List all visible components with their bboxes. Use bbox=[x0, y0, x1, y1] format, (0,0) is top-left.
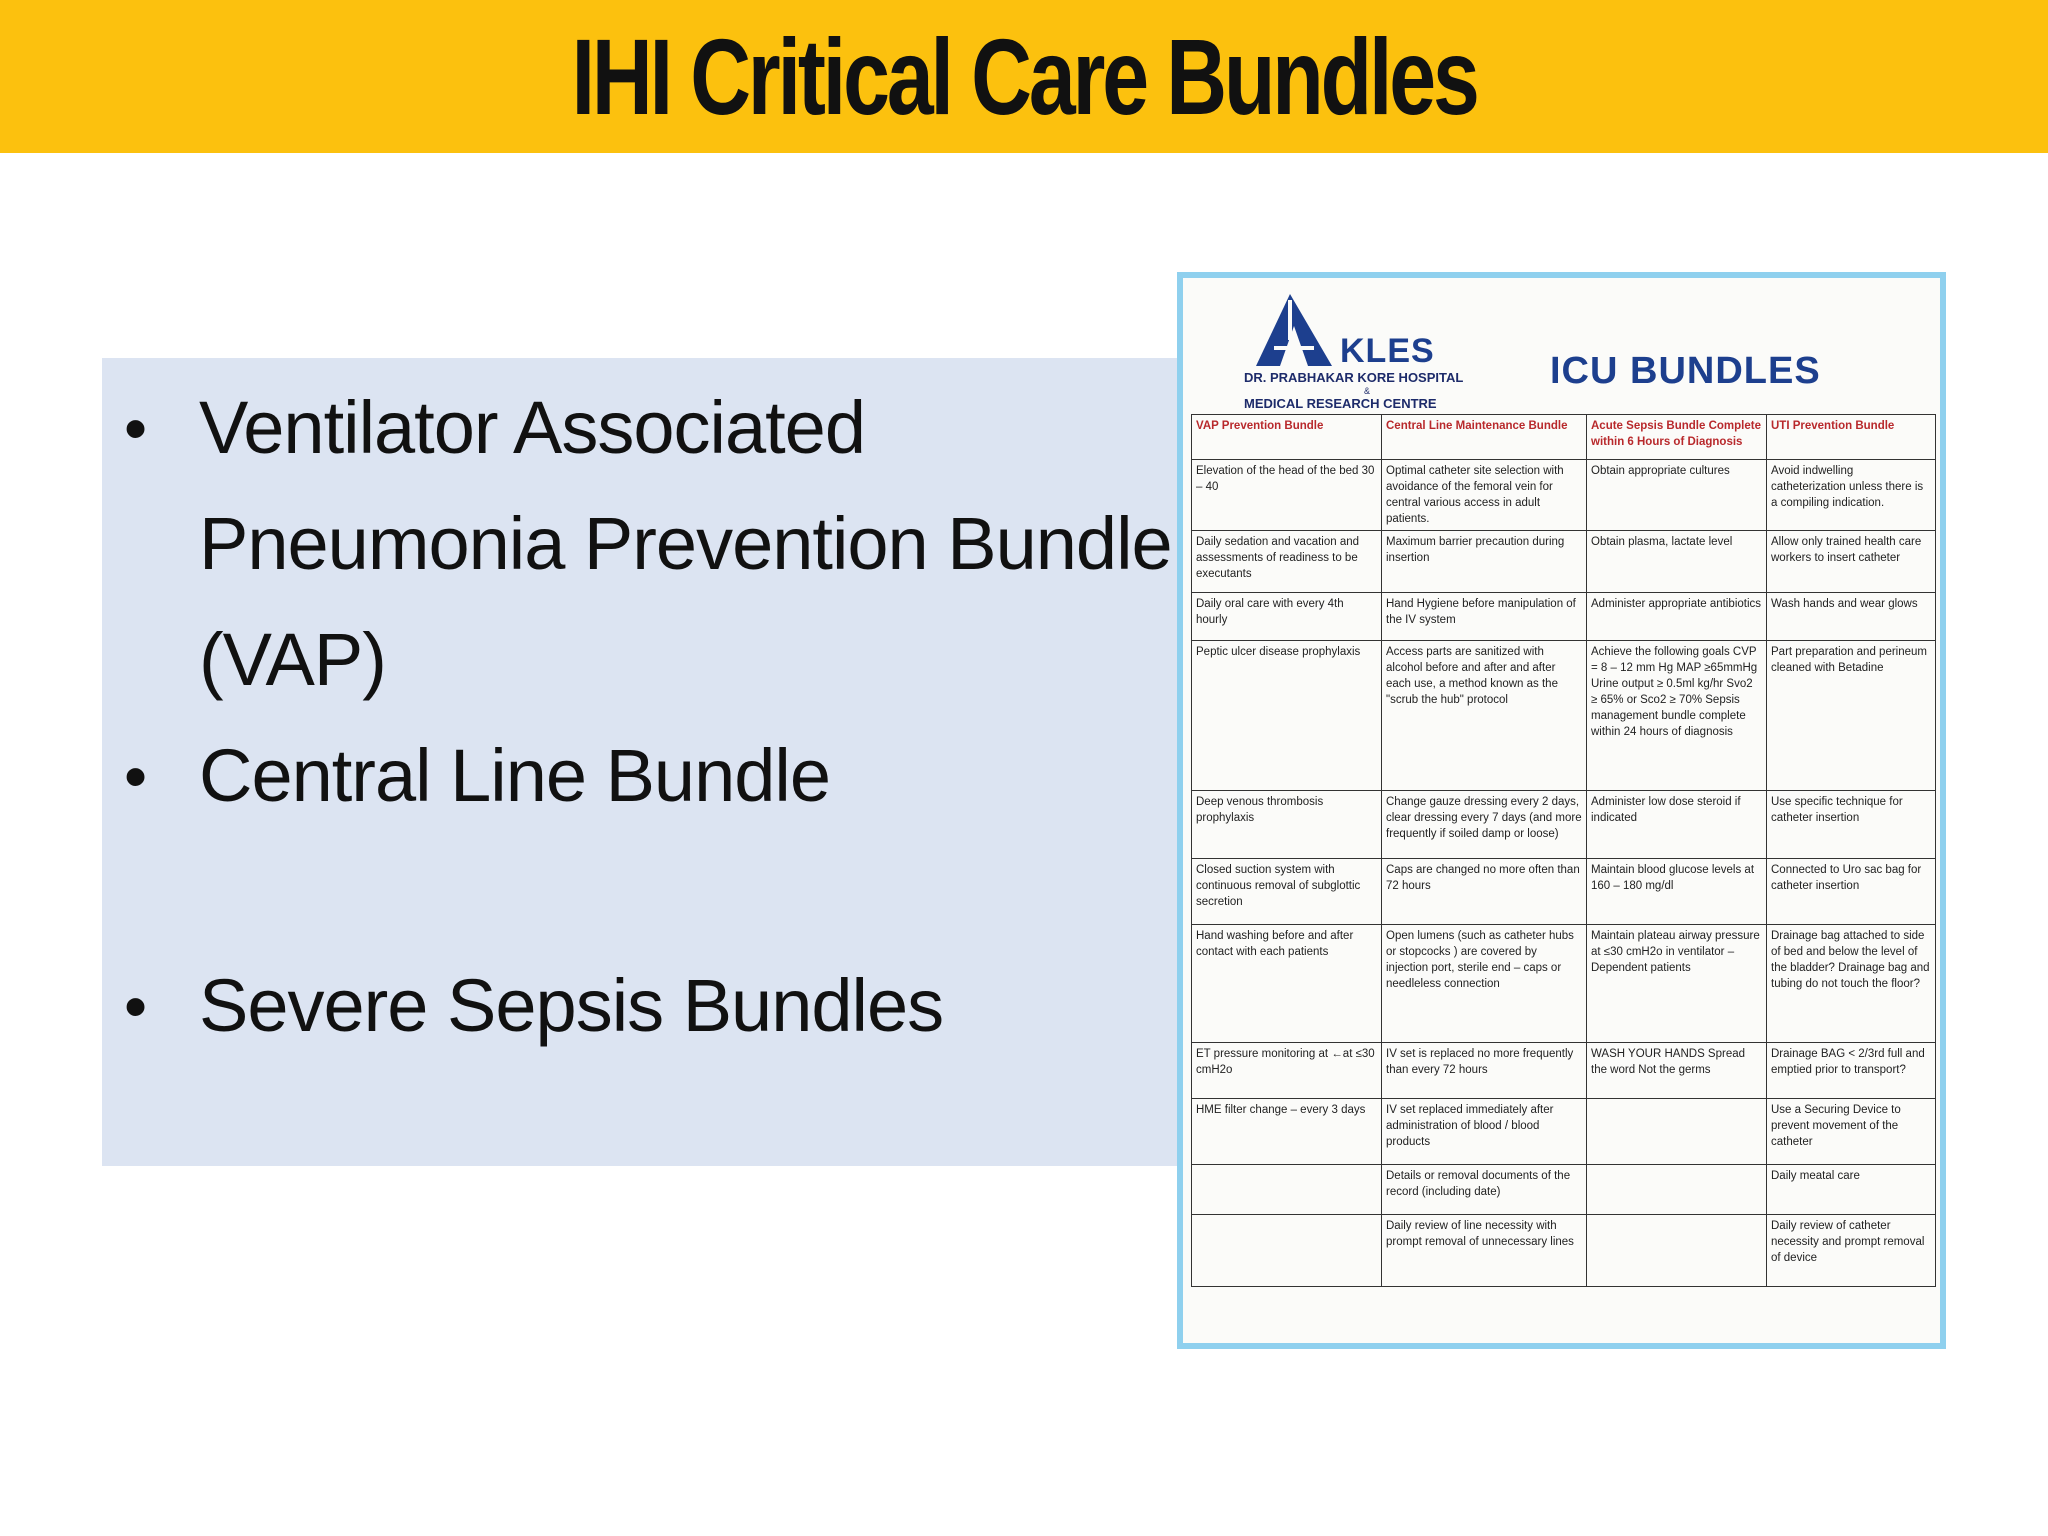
table-cell: IV set replaced immediately after administration of blood / blood products bbox=[1382, 1099, 1587, 1165]
table-cell: Maintain blood glucose levels at 160 – 180 mg/dl bbox=[1587, 859, 1767, 925]
table-row bbox=[1192, 1215, 1936, 1287]
table-cell: IV set is replaced no more frequently than every 72 hours bbox=[1382, 1043, 1587, 1099]
table-cell: Daily review of catheter necessity and prompt removal of device bbox=[1767, 1215, 1936, 1287]
column-header: Central Line Maintenance Bundle bbox=[1382, 415, 1587, 460]
bundles-table bbox=[1191, 414, 1936, 1287]
table-cell: HME filter change – every 3 days bbox=[1192, 1099, 1382, 1165]
bullet-text: Central Line Bundle bbox=[199, 734, 830, 817]
bullet-dot: • bbox=[124, 739, 148, 813]
bullet-text: Severe Sepsis Bundles bbox=[199, 964, 944, 1047]
table-cell: Allow only trained health care workers to insert catheter bbox=[1767, 531, 1936, 593]
bullet-dot: • bbox=[124, 969, 148, 1043]
table-cell: Part preparation and perineum cleaned with Betadine bbox=[1767, 641, 1936, 791]
table-cell: Obtain plasma, lactate level bbox=[1587, 531, 1767, 593]
table-cell: Use a Securing Device to prevent movement of the catheter bbox=[1767, 1099, 1936, 1165]
table-row bbox=[1192, 1099, 1936, 1165]
column-header: UTI Prevention Bundle bbox=[1767, 415, 1936, 460]
kles-logo bbox=[1244, 290, 1504, 411]
logo-centre-name: MEDICAL RESEARCH CENTRE bbox=[1244, 396, 1437, 411]
table-cell: Use specific technique for catheter insertion bbox=[1767, 791, 1936, 859]
table-cell: Wash hands and wear glows bbox=[1767, 593, 1936, 641]
icu-bundles-photo bbox=[1177, 272, 1946, 1349]
column-header: VAP Prevention Bundle bbox=[1192, 415, 1382, 460]
table-cell: ET pressure monitoring at ←at ≤30 cmH2o bbox=[1192, 1043, 1382, 1099]
table-cell: Hand washing before and after contact with each patients bbox=[1192, 925, 1382, 1043]
table-cell: Closed suction system with continuous removal of subglottic secretion bbox=[1192, 859, 1382, 925]
table-header-row bbox=[1192, 415, 1936, 460]
table-row bbox=[1192, 1043, 1936, 1099]
title-banner bbox=[0, 0, 2048, 153]
table-row bbox=[1192, 925, 1936, 1043]
table-cell bbox=[1587, 1165, 1767, 1215]
table-cell: Administer low dose steroid if indicated bbox=[1587, 791, 1767, 859]
bullet-item bbox=[124, 718, 1179, 834]
table-cell bbox=[1587, 1099, 1767, 1165]
table-cell: Open lumens (such as catheter hubs or stopcocks ) are covered by injection port, sterile end – caps or needleless connection bbox=[1382, 925, 1587, 1043]
table-row bbox=[1192, 460, 1936, 531]
logo-name: KLES bbox=[1340, 332, 1435, 370]
table-row bbox=[1192, 791, 1936, 859]
table-cell: Deep venous thrombosis prophylaxis bbox=[1192, 791, 1382, 859]
kles-logo-icon bbox=[1244, 290, 1344, 370]
table-cell: Hand Hygiene before manipulation of the IV system bbox=[1382, 593, 1587, 641]
table-cell: Peptic ulcer disease prophylaxis bbox=[1192, 641, 1382, 791]
slide-title: IHI Critical Care Bundles bbox=[571, 16, 1477, 137]
logo-hospital-name: DR. PRABHAKAR KORE HOSPITAL bbox=[1244, 370, 1464, 385]
table-cell bbox=[1192, 1215, 1382, 1287]
column-header: Acute Sepsis Bundle Complete within 6 Hours of Diagnosis bbox=[1587, 415, 1767, 460]
bullet-item bbox=[124, 370, 1179, 718]
table-row bbox=[1192, 641, 1936, 791]
table-row bbox=[1192, 1165, 1936, 1215]
table-cell: Drainage bag attached to side of bed and below the level of the bladder? Drainage bag and tubing do not touch the floor? bbox=[1767, 925, 1936, 1043]
table-cell: Daily meatal care bbox=[1767, 1165, 1936, 1215]
table-cell: Obtain appropriate cultures bbox=[1587, 460, 1767, 531]
table-cell: Access parts are sanitized with alcohol before and after and after each use, a method known as the "scrub the hub" protocol bbox=[1382, 641, 1587, 791]
table-cell: Daily review of line necessity with prompt removal of unnecessary lines bbox=[1382, 1215, 1587, 1287]
table-cell: WASH YOUR HANDS Spread the word Not the germs bbox=[1587, 1043, 1767, 1099]
bullet-dot: • bbox=[124, 391, 148, 465]
table-cell: Maintain plateau airway pressure at ≤30 cmH2o in ventilator – Dependent patients bbox=[1587, 925, 1767, 1043]
table-cell bbox=[1587, 1215, 1767, 1287]
bullet-panel bbox=[102, 358, 1178, 1166]
table-cell: Drainage BAG < 2/3rd full and emptied prior to transport? bbox=[1767, 1043, 1936, 1099]
table-row bbox=[1192, 593, 1936, 641]
table-cell: Optimal catheter site selection with avoidance of the femoral vein for central various access in adult patients. bbox=[1382, 460, 1587, 531]
table-cell: Achieve the following goals CVP = 8 – 12 mm Hg MAP ≥65mmHg Urine output ≥ 0.5ml kg/hr Svo2 ≥ 65% or Sco2 ≥ 70% Sepsis management bundle complete within 24 hours of diagnosis bbox=[1587, 641, 1767, 791]
table-cell: Details or removal documents of the record (including date) bbox=[1382, 1165, 1587, 1215]
bullet-text: Ventilator Associated Pneumonia Prevention Bundle (VAP) bbox=[199, 386, 1172, 701]
table-cell: Avoid indwelling catheterization unless there is a compiling indication. bbox=[1767, 460, 1936, 531]
bullet-item bbox=[124, 948, 1179, 1064]
table-cell: Administer appropriate antibiotics bbox=[1587, 593, 1767, 641]
table-row bbox=[1192, 531, 1936, 593]
table-cell: Elevation of the head of the bed 30 – 40 bbox=[1192, 460, 1382, 531]
table-cell: Connected to Uro sac bag for catheter insertion bbox=[1767, 859, 1936, 925]
table-cell: Daily sedation and vacation and assessments of readiness to be executants bbox=[1192, 531, 1382, 593]
icu-bundles-sheet bbox=[1184, 278, 1939, 1340]
table-cell: Change gauze dressing every 2 days, clear dressing every 7 days (and more frequently if soiled damp or loose) bbox=[1382, 791, 1587, 859]
table-row bbox=[1192, 859, 1936, 925]
table-cell: Maximum barrier precaution during insertion bbox=[1382, 531, 1587, 593]
logo-ampersand: & bbox=[1364, 386, 1371, 396]
table-cell: Caps are changed no more often than 72 hours bbox=[1382, 859, 1587, 925]
sheet-title: ICU BUNDLES bbox=[1550, 350, 1821, 392]
table-cell: Daily oral care with every 4th hourly bbox=[1192, 593, 1382, 641]
table-cell bbox=[1192, 1165, 1382, 1215]
